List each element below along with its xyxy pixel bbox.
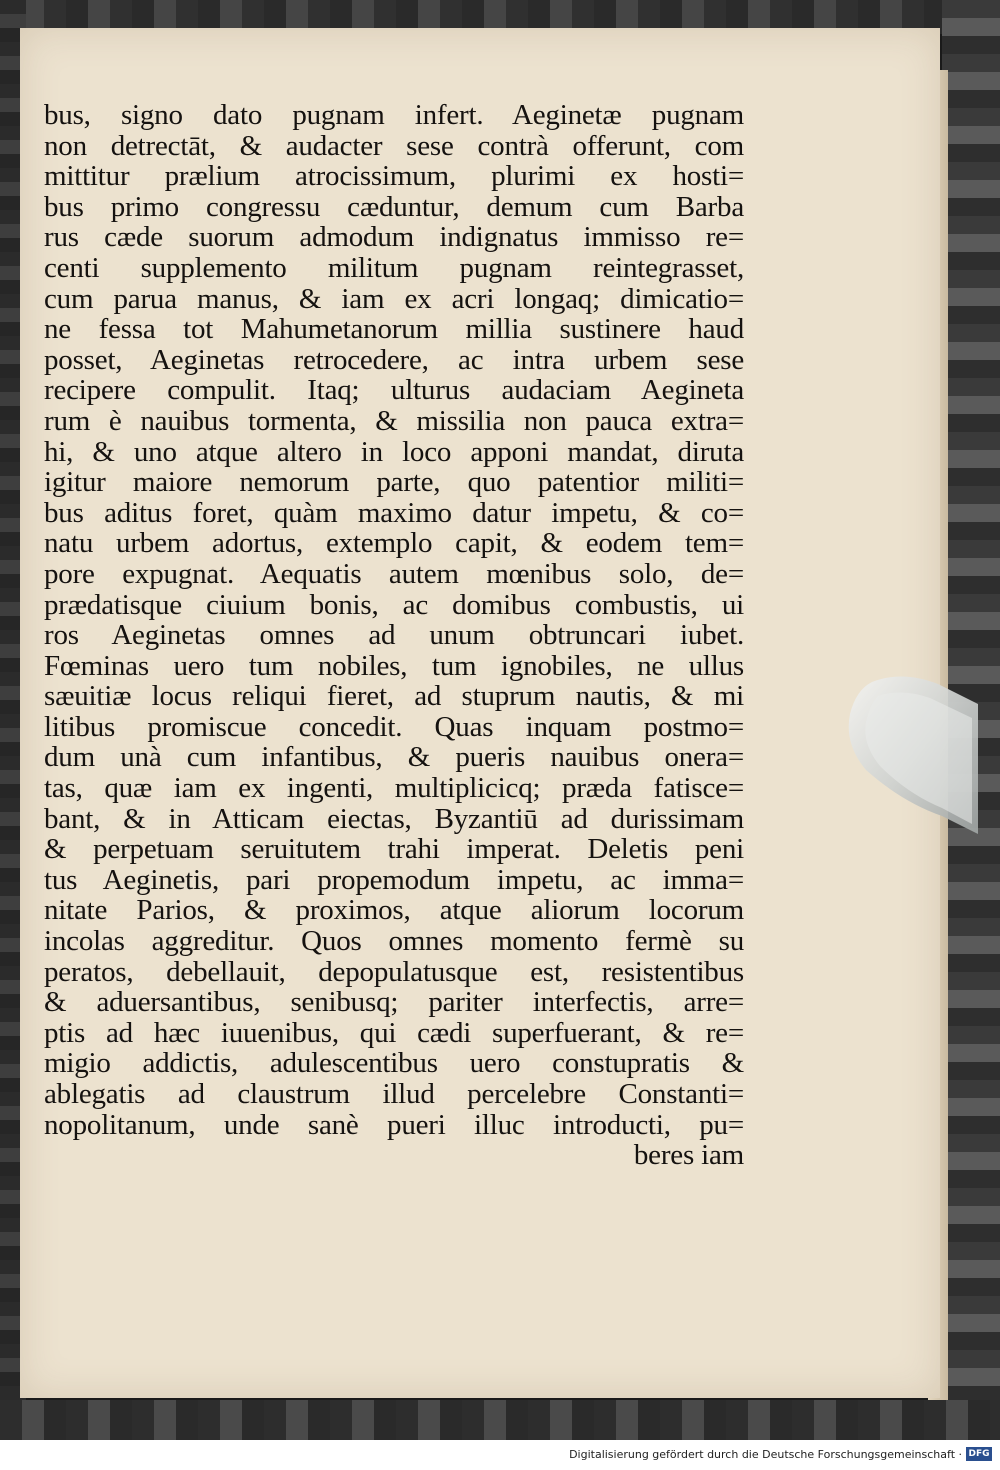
text-line: migio addictis, adulescentibus uero constupratis & bbox=[44, 1048, 744, 1079]
bleed-through-mark bbox=[56, 1230, 61, 1246]
text-line: nopolitanum, unde sanè pueri illuc introducti, pu= bbox=[44, 1109, 744, 1141]
text-line: tas, quæ iam ex ingenti, multiplicicq; præda fatisce= bbox=[44, 773, 744, 804]
page-text bbox=[44, 100, 744, 1171]
text-line: prædatisque ciuium bonis, ac domibus combustis, ui bbox=[44, 589, 744, 621]
text-line: pore expugnat. Aequatis autem mœnibus solo, de= bbox=[44, 558, 744, 590]
text-line: mittitur prælium atrocissimum, plurimi ex hosti= bbox=[44, 161, 744, 192]
text-line: hi, & uno atque altero in loco apponi mandat, diruta bbox=[44, 436, 744, 468]
text-line: bus primo congressu cæduntur, demum cum Barba bbox=[44, 191, 744, 223]
text-line: ptis ad hæc iuuenibus, qui cædi superfuerant, & re= bbox=[44, 1017, 744, 1049]
text-line: bant, & in Atticam eiectas, Byzantiū ad durissimam bbox=[44, 803, 744, 835]
text-line: nitate Parios, & proximos, atque aliorum locorum bbox=[44, 895, 744, 927]
text-line: cum parua manus, & iam ex acri longaq; dimicatio= bbox=[44, 283, 744, 315]
text-line: ne fessa tot Mahumetanorum millia sustinere haud bbox=[44, 314, 744, 345]
dfg-logo: DFG bbox=[966, 1447, 992, 1461]
text-line: centi supplemento militum pugnam reintegrasset, bbox=[44, 252, 744, 284]
page-clip bbox=[842, 674, 982, 844]
text-line: ablegatis ad claustrum illud percelebre Constanti= bbox=[44, 1079, 744, 1110]
text-line: posset, Aeginetas retrocedere, ac intra urbem sese bbox=[44, 344, 744, 376]
text-line: beres iam bbox=[633, 1140, 744, 1171]
text-line: dum unà cum infantibus, & pueris nauibus onera= bbox=[44, 742, 744, 774]
text-line: rum è nauibus tormenta, & missilia non pauca extra= bbox=[44, 405, 744, 437]
text-line: recipere compulit. Itaq; ulturus audaciam Aegineta bbox=[44, 375, 744, 406]
text-line: incolas aggreditur. Quos omnes momento fermè su bbox=[44, 926, 744, 957]
text-line: non detrectāt, & audacter sese contrà offerunt, com bbox=[44, 130, 744, 162]
text-line: natu urbem adortus, extemplo capit, & eodem tem= bbox=[44, 528, 744, 559]
text-line: bus, signo dato pugnam infert. Aeginetæ pugnam bbox=[44, 100, 744, 131]
text-line: tus Aeginetis, pari propemodum impetu, ac imma= bbox=[44, 864, 744, 896]
text-line: bus aditus foret, quàm maximo datur impetu, & co= bbox=[44, 497, 744, 529]
funding-credit: Digitalisierung gefördert durch die Deutsche Forschungsgemeinschaft · bbox=[569, 1448, 962, 1461]
binding-strip-bottom bbox=[0, 1400, 1000, 1440]
text-line: ros Aeginetas omnes ad unum obtruncari iubet. bbox=[44, 620, 744, 651]
footer-bar bbox=[0, 1440, 1000, 1470]
text-line: rus cæde suorum admodum indignatus immisso re= bbox=[44, 222, 744, 253]
text-line: & aduersantibus, senibusq; pariter interfectis, arre= bbox=[44, 987, 744, 1018]
text-line: sæuitiæ locus reliqui fieret, ad stuprum nautis, & mi bbox=[44, 681, 744, 712]
text-line: igitur maiore nemorum parte, quo patentior militi= bbox=[44, 467, 744, 498]
text-line: peratos, debellauit, depopulatusque est, resistentibus bbox=[44, 956, 744, 988]
text-line: & perpetuam seruitutem trahi imperat. Deletis peni bbox=[44, 834, 744, 865]
text-line: Fœminas uero tum nobiles, tum ignobiles, ne ullus bbox=[44, 650, 744, 682]
text-line: litibus promiscue concedit. Quas inquam postmo= bbox=[44, 711, 744, 743]
